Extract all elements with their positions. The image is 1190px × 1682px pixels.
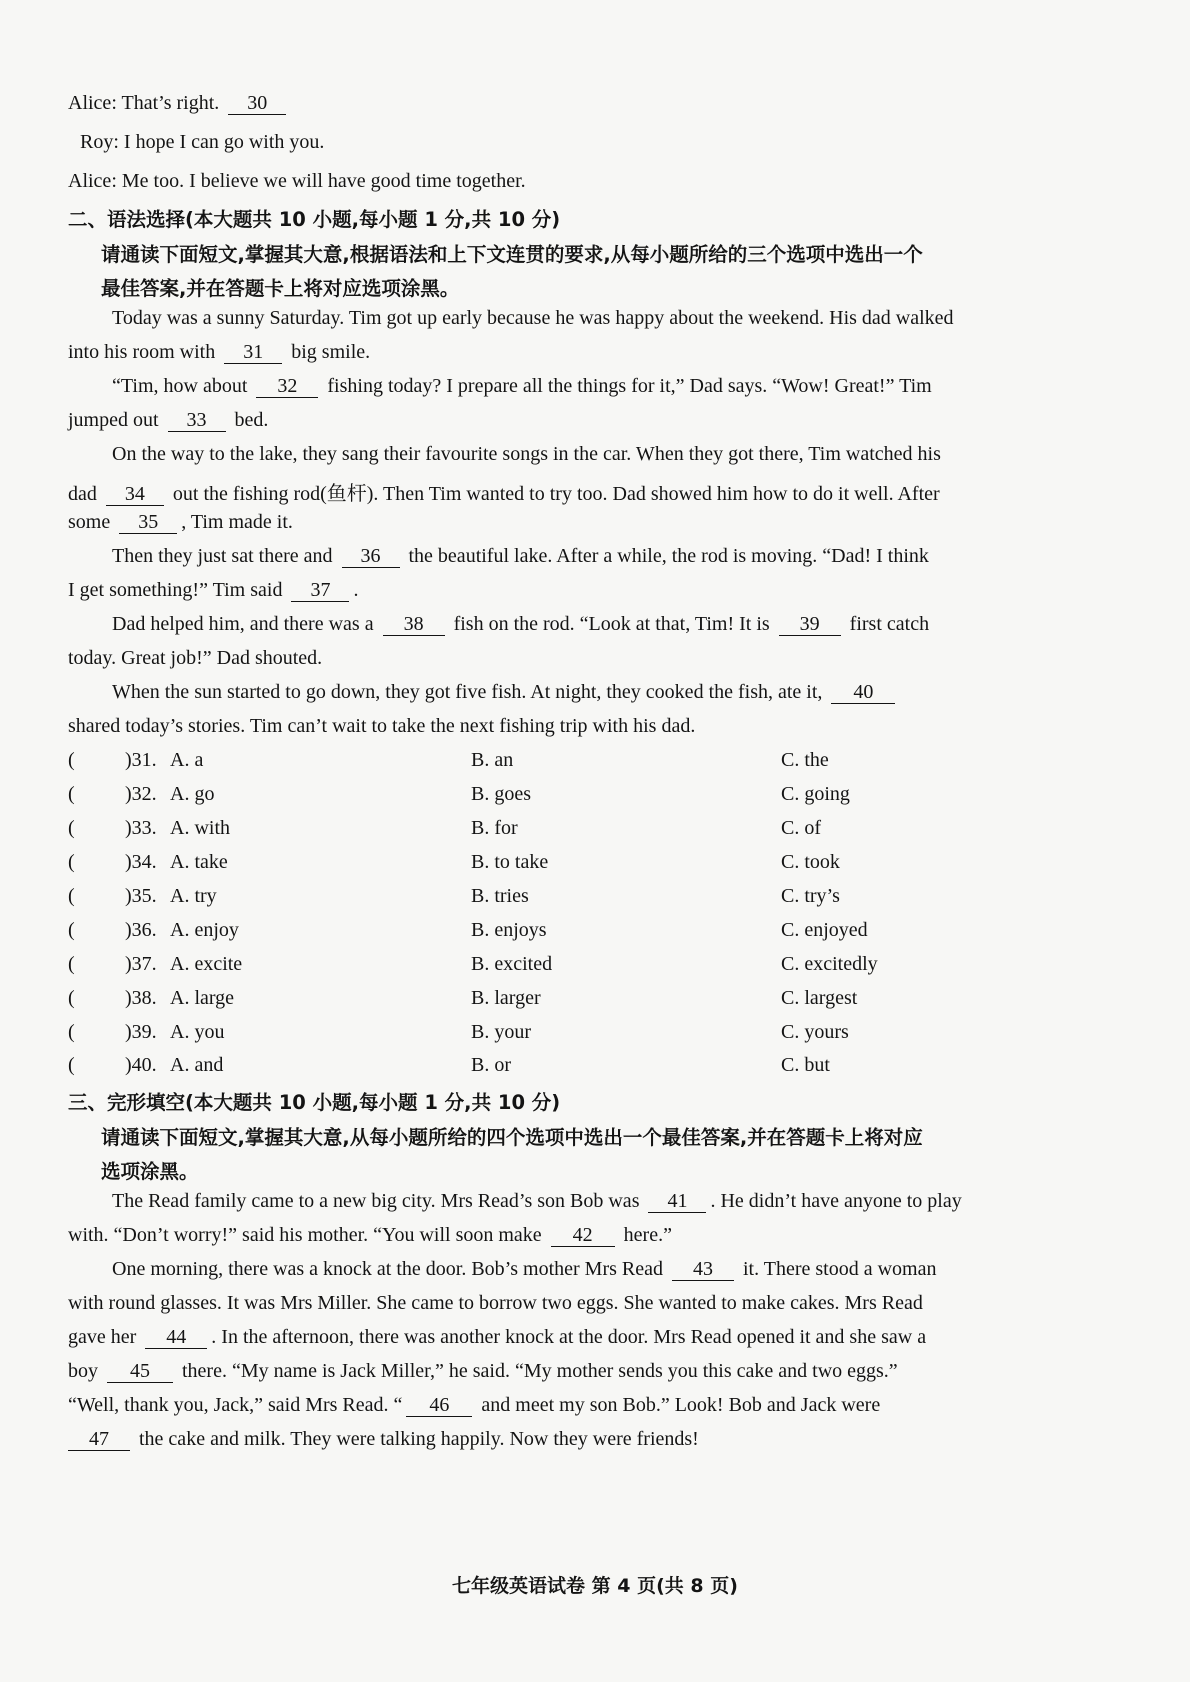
question-35-option-b[interactable]: B. tries xyxy=(471,885,529,907)
blank-34: 34 xyxy=(106,484,164,506)
passage-2-line-4: jumped out 33 bed. xyxy=(68,409,269,431)
passage-2-line-3: “Tim, how about 32 fishing today? I prepare all the things for it,” Dad says. “Wow! Great!” Tim xyxy=(112,375,932,397)
passage-2-line-7: some 35 , Tim made it. xyxy=(68,511,293,533)
question-40-option-c[interactable]: C. but xyxy=(781,1054,830,1076)
question-37-option-b[interactable]: B. excited xyxy=(471,953,553,975)
question-39-option-a[interactable]: A. you xyxy=(170,1021,225,1043)
blank-39: 39 xyxy=(779,614,841,636)
question-33-bracket[interactable]: ( xyxy=(68,817,75,839)
section-2-instruction-2: 最佳答案,并在答题卡上将对应选项涂黑。 xyxy=(101,277,460,300)
passage-2-line-12: When the sun started to go down, they got five fish. At night, they cooked the fish, ate it, 40 xyxy=(112,681,899,704)
question-36-bracket[interactable]: ( xyxy=(68,919,75,941)
question-31-option-c[interactable]: C. the xyxy=(781,749,829,771)
question-31-bracket[interactable]: ( xyxy=(68,749,75,771)
question-38-number: )38. xyxy=(125,987,157,1009)
blank-42: 42 xyxy=(551,1225,615,1247)
section-3-heading: 三、完形填空(本大题共 10 小题,每小题 1 分,共 10 分) xyxy=(68,1091,561,1114)
passage-2-line-2: into his room with 31 big smile. xyxy=(68,341,371,363)
question-37-bracket[interactable]: ( xyxy=(68,953,75,975)
question-32-option-a[interactable]: A. go xyxy=(170,783,215,805)
passage-3-line-2: with. “Don’t worry!” said his mother. “You will soon make 42 here.” xyxy=(68,1224,672,1246)
question-34-option-c[interactable]: C. took xyxy=(781,851,840,873)
dialogue-line-alice-1: Alice: That’s right. 30 xyxy=(68,92,290,115)
question-39-option-c[interactable]: C. yours xyxy=(781,1021,849,1043)
blank-38: 38 xyxy=(383,614,445,636)
passage-2-line-13: shared today’s stories. Tim can’t wait to take the next fishing trip with his dad. xyxy=(68,715,696,737)
question-40-number: )40. xyxy=(125,1054,157,1076)
blank-40: 40 xyxy=(831,682,895,704)
question-32-option-b[interactable]: B. goes xyxy=(471,783,531,805)
question-36-option-a[interactable]: A. enjoy xyxy=(170,919,239,941)
blank-31: 31 xyxy=(224,342,282,364)
blank-44: 44 xyxy=(145,1327,207,1349)
question-31-option-b[interactable]: B. an xyxy=(471,749,514,771)
question-34-option-a[interactable]: A. take xyxy=(170,851,228,873)
blank-36: 36 xyxy=(342,546,400,568)
blank-46: 46 xyxy=(406,1395,472,1417)
question-38-option-b[interactable]: B. larger xyxy=(471,987,541,1009)
question-38-option-a[interactable]: A. large xyxy=(170,987,235,1009)
question-35-number: )35. xyxy=(125,885,157,907)
question-36-option-c[interactable]: C. enjoyed xyxy=(781,919,868,941)
blank-35: 35 xyxy=(119,512,177,534)
question-33-option-c[interactable]: C. of xyxy=(781,817,821,839)
blank-32: 32 xyxy=(256,376,318,398)
dialogue-line-roy: Roy: I hope I can go with you. xyxy=(80,131,325,153)
question-37-option-c[interactable]: C. excitedly xyxy=(781,953,878,975)
question-35-option-a[interactable]: A. try xyxy=(170,885,217,907)
blank-33: 33 xyxy=(168,410,226,432)
question-39-number: )39. xyxy=(125,1021,157,1043)
passage-3-line-5: gave her 44 . In the afternoon, there was another knock at the door. Mrs Read opened it and she saw a xyxy=(68,1326,927,1348)
question-37-number: )37. xyxy=(125,953,157,975)
blank-43: 43 xyxy=(672,1259,734,1281)
question-33-option-b[interactable]: B. for xyxy=(471,817,518,839)
question-33-number: )33. xyxy=(125,817,157,839)
question-40-bracket[interactable]: ( xyxy=(68,1054,75,1076)
dialogue-line-alice-2: Alice: Me too. I believe we will have good time together. xyxy=(68,170,526,192)
passage-3-line-6: boy 45 there. “My name is Jack Miller,” he said. “My mother sends you this cake and two eggs.” xyxy=(68,1360,898,1382)
question-34-bracket[interactable]: ( xyxy=(68,851,75,873)
blank-47: 47 xyxy=(68,1429,130,1451)
passage-3-line-8: 47 the cake and milk. They were talking happily. Now they were friends! xyxy=(68,1428,699,1451)
blank-45: 45 xyxy=(107,1361,173,1383)
question-38-bracket[interactable]: ( xyxy=(68,987,75,1009)
passage-3-line-3: One morning, there was a knock at the door. Bob’s mother Mrs Read 43 it. There stood a woman xyxy=(112,1258,937,1280)
question-32-option-c[interactable]: C. going xyxy=(781,783,850,805)
question-39-bracket[interactable]: ( xyxy=(68,1021,75,1043)
passage-2-line-8: Then they just sat there and 36 the beautiful lake. After a while, the rod is moving. “Dad! I think xyxy=(112,545,929,567)
question-32-bracket[interactable]: ( xyxy=(68,783,75,805)
question-35-bracket[interactable]: ( xyxy=(68,885,75,907)
section-2-heading: 二、语法选择(本大题共 10 小题,每小题 1 分,共 10 分) xyxy=(68,208,561,231)
question-36-option-b[interactable]: B. enjoys xyxy=(471,919,547,941)
question-34-number: )34. xyxy=(125,851,157,873)
page-footer: 七年级英语试卷 第 4 页(共 8 页) xyxy=(452,1575,738,1597)
passage-3-line-7: “Well, thank you, Jack,” said Mrs Read. “ 46 and meet my son Bob.” Look! Bob and Jack were xyxy=(68,1394,881,1416)
question-38-option-c[interactable]: C. largest xyxy=(781,987,858,1009)
section-3-instruction-1: 请通读下面短文,掌握其大意,从每小题所给的四个选项中选出一个最佳答案,并在答题卡上将对应 xyxy=(101,1126,923,1149)
question-33-option-a[interactable]: A. with xyxy=(170,817,230,839)
passage-2-line-5: On the way to the lake, they sang their favourite songs in the car. When they got there, Tim watched his xyxy=(112,443,941,465)
question-37-option-a[interactable]: A. excite xyxy=(170,953,243,975)
blank-37: 37 xyxy=(291,580,349,602)
blank-30: 30 xyxy=(228,93,286,115)
question-34-option-b[interactable]: B. to take xyxy=(471,851,549,873)
question-35-option-c[interactable]: C. try’s xyxy=(781,885,840,907)
question-31-option-a[interactable]: A. a xyxy=(170,749,204,771)
question-36-number: )36. xyxy=(125,919,157,941)
question-40-option-b[interactable]: B. or xyxy=(471,1054,511,1076)
question-39-option-b[interactable]: B. your xyxy=(471,1021,531,1043)
question-40-option-a[interactable]: A. and xyxy=(170,1054,224,1076)
passage-3-line-1: The Read family came to a new big city. Mrs Read’s son Bob was 41 . He didn’t have anyone to play xyxy=(112,1190,962,1212)
question-31-number: )31. xyxy=(125,749,157,771)
passage-2-line-1: Today was a sunny Saturday. Tim got up early because he was happy about the weekend. His dad walked xyxy=(112,307,954,329)
passage-2-line-9: I get something!” Tim said 37 . xyxy=(68,579,359,601)
question-32-number: )32. xyxy=(125,783,157,805)
passage-3-line-4: with round glasses. It was Mrs Miller. She came to borrow two eggs. She wanted to make cakes. Mrs Read xyxy=(68,1292,923,1314)
passage-2-line-10: Dad helped him, and there was a 38 fish on the rod. “Look at that, Tim! It is 39 first catch xyxy=(112,613,930,635)
passage-2-line-11: today. Great job!” Dad shouted. xyxy=(68,647,323,669)
passage-2-line-6: dad 34 out the fishing rod(鱼杆). Then Tim wanted to try too. Dad showed him how to do it well. After xyxy=(68,483,940,505)
blank-41: 41 xyxy=(648,1191,706,1213)
section-3-instruction-2: 选项涂黑。 xyxy=(101,1160,199,1183)
section-2-instruction-1: 请通读下面短文,掌握其大意,根据语法和上下文连贯的要求,从每小题所给的三个选项中选出一个 xyxy=(101,243,923,266)
